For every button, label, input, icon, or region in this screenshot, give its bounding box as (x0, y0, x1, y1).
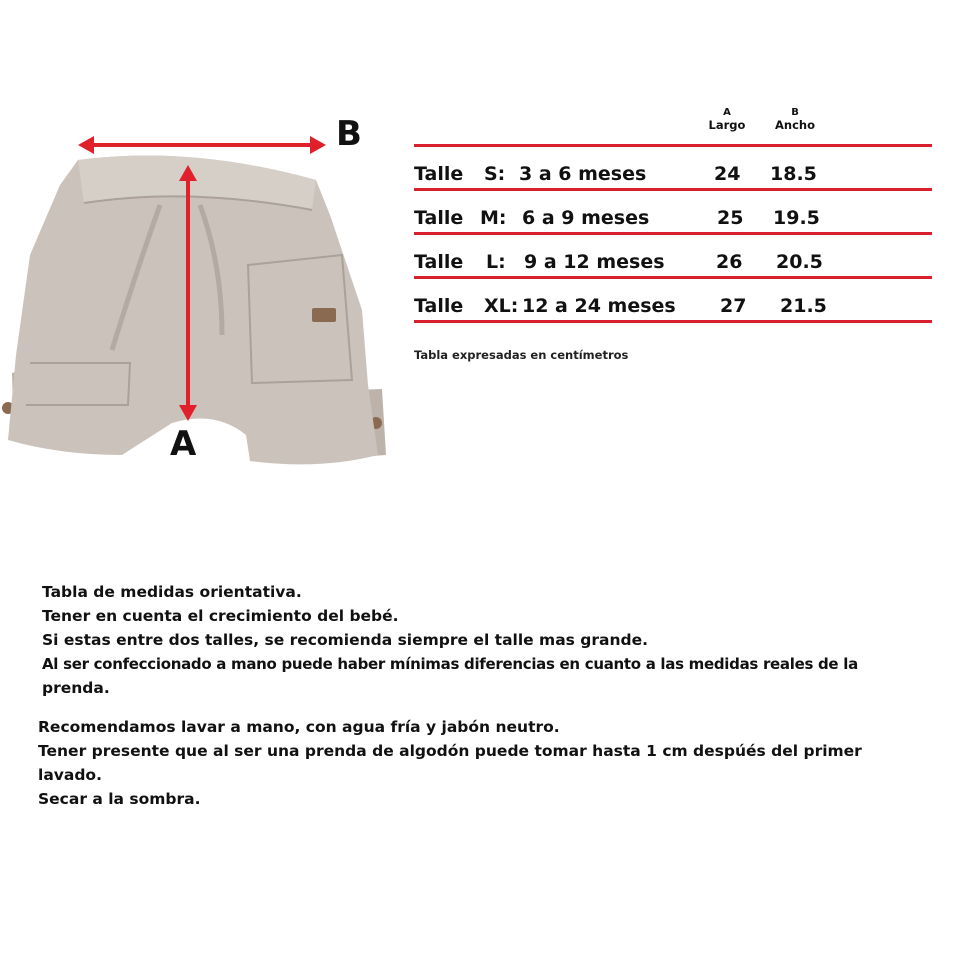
table-rule (414, 232, 932, 235)
table-rule (414, 320, 932, 323)
column-b-header (765, 106, 825, 132)
row-largo: 26 (716, 251, 743, 273)
row-ancho: 21.5 (780, 295, 827, 317)
row-prefix: Talle (414, 295, 464, 317)
care-line: Tener presente que al ser una prenda de algodón puede tomar hasta 1 cm despúés del primer (38, 742, 862, 760)
label-a: A (170, 424, 197, 464)
shorts-drawing (0, 105, 400, 475)
brand-tag (312, 308, 336, 322)
table-note: Tabla expresadas en centímetros (414, 348, 629, 362)
column-a-label: Largo (708, 118, 746, 132)
column-a-header (697, 106, 757, 132)
care-line: lavado. (38, 766, 102, 784)
row-age: 12 a 24 meses (522, 295, 676, 317)
row-age: 9 a 12 meses (524, 251, 665, 273)
column-a-key: A (723, 107, 731, 118)
care-line: Secar a la sombra. (38, 790, 201, 808)
row-ancho: 18.5 (770, 163, 817, 185)
row-ancho: 19.5 (773, 207, 820, 229)
table-rule (414, 144, 932, 147)
info-line: Tabla de medidas orientativa. (42, 583, 302, 601)
size-table (414, 100, 932, 330)
row-size: XL: (484, 295, 519, 317)
info-paragraph (42, 580, 858, 700)
info-line: Al ser confeccionado a mano puede haber mínimas diferencias en cuanto a las medidas reales de la (42, 655, 858, 673)
row-largo: 25 (717, 207, 744, 229)
row-prefix: Talle (414, 251, 464, 273)
row-age: 3 a 6 meses (519, 163, 647, 185)
row-prefix: Talle (414, 207, 464, 229)
table-rule (414, 276, 932, 279)
row-prefix: Talle (414, 163, 464, 185)
info-line: Si estas entre dos talles, se recomienda siempre el talle mas grande. (42, 631, 649, 649)
width-arrow (78, 136, 326, 154)
row-age: 6 a 9 meses (522, 207, 650, 229)
label-b: B (336, 114, 362, 154)
column-b-label: Ancho (775, 118, 815, 132)
table-rule (414, 188, 932, 191)
row-size: L: (486, 251, 506, 273)
row-size: M: (480, 207, 507, 229)
info-line: Tener en cuenta el crecimiento del bebé. (42, 607, 399, 625)
column-b-key: B (791, 107, 799, 118)
row-size: S: (484, 163, 506, 185)
row-largo: 27 (720, 295, 747, 317)
row-largo: 24 (714, 163, 741, 185)
shorts-illustration (0, 105, 400, 475)
info-line: prenda. (42, 679, 110, 697)
row-ancho: 20.5 (776, 251, 823, 273)
care-paragraph (38, 715, 862, 811)
care-line: Recomendamos lavar a mano, con agua fría y jabón neutro. (38, 718, 560, 736)
